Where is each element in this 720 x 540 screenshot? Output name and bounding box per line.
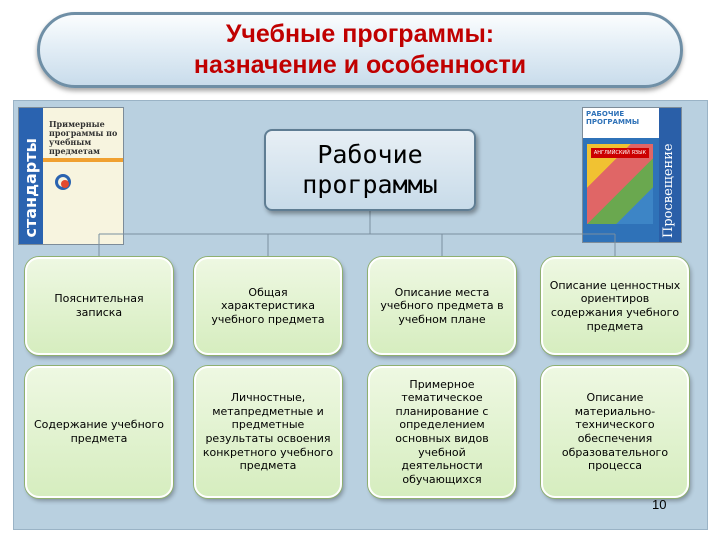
textbook-top-text: РАБОЧИЕ ПРОГРАММЫ <box>586 110 640 126</box>
title-line-1: Учебные программы: <box>225 20 495 48</box>
central-line-2: программы <box>302 170 438 199</box>
diagram-panel <box>13 100 708 530</box>
node-learning-outcomes: Личностные, метапредметные и предметные результаты освоения конкретного учебного предмета <box>194 366 342 498</box>
node-subject-content: Содержание учебного предмета <box>25 366 173 498</box>
central-line-1: Рабочие <box>317 140 423 169</box>
node-value-orientations: Описание ценностных ориентиров содержания учебного предмета <box>541 257 689 355</box>
textbook-spine-text: Просвещение <box>661 143 676 238</box>
node-place-in-curriculum: Описание места учебного предмета в учебном плане <box>368 257 516 355</box>
title-banner <box>37 12 683 88</box>
page-number: 10 <box>652 497 667 512</box>
title-line-2: назначение и особенности <box>193 51 527 79</box>
node-explanatory-note: Пояснительная записка <box>25 257 173 355</box>
node-thematic-planning: Примерное тематическое планирование с определением основных видов учебной деятельности обучающихся <box>368 366 516 498</box>
node-general-characteristics: Общая характеристика учебного предмета <box>194 257 342 355</box>
textbook-label: АНГЛИЙСКИЙ ЯЗЫК <box>591 148 649 158</box>
book-cover-title: Примерные программы по учебным предметам <box>49 119 118 156</box>
book-spine-text: стандарты <box>21 138 40 238</box>
node-material-support: Описание материально-технического обеспечения образовательного процесса <box>541 366 689 498</box>
central-node <box>264 129 476 211</box>
